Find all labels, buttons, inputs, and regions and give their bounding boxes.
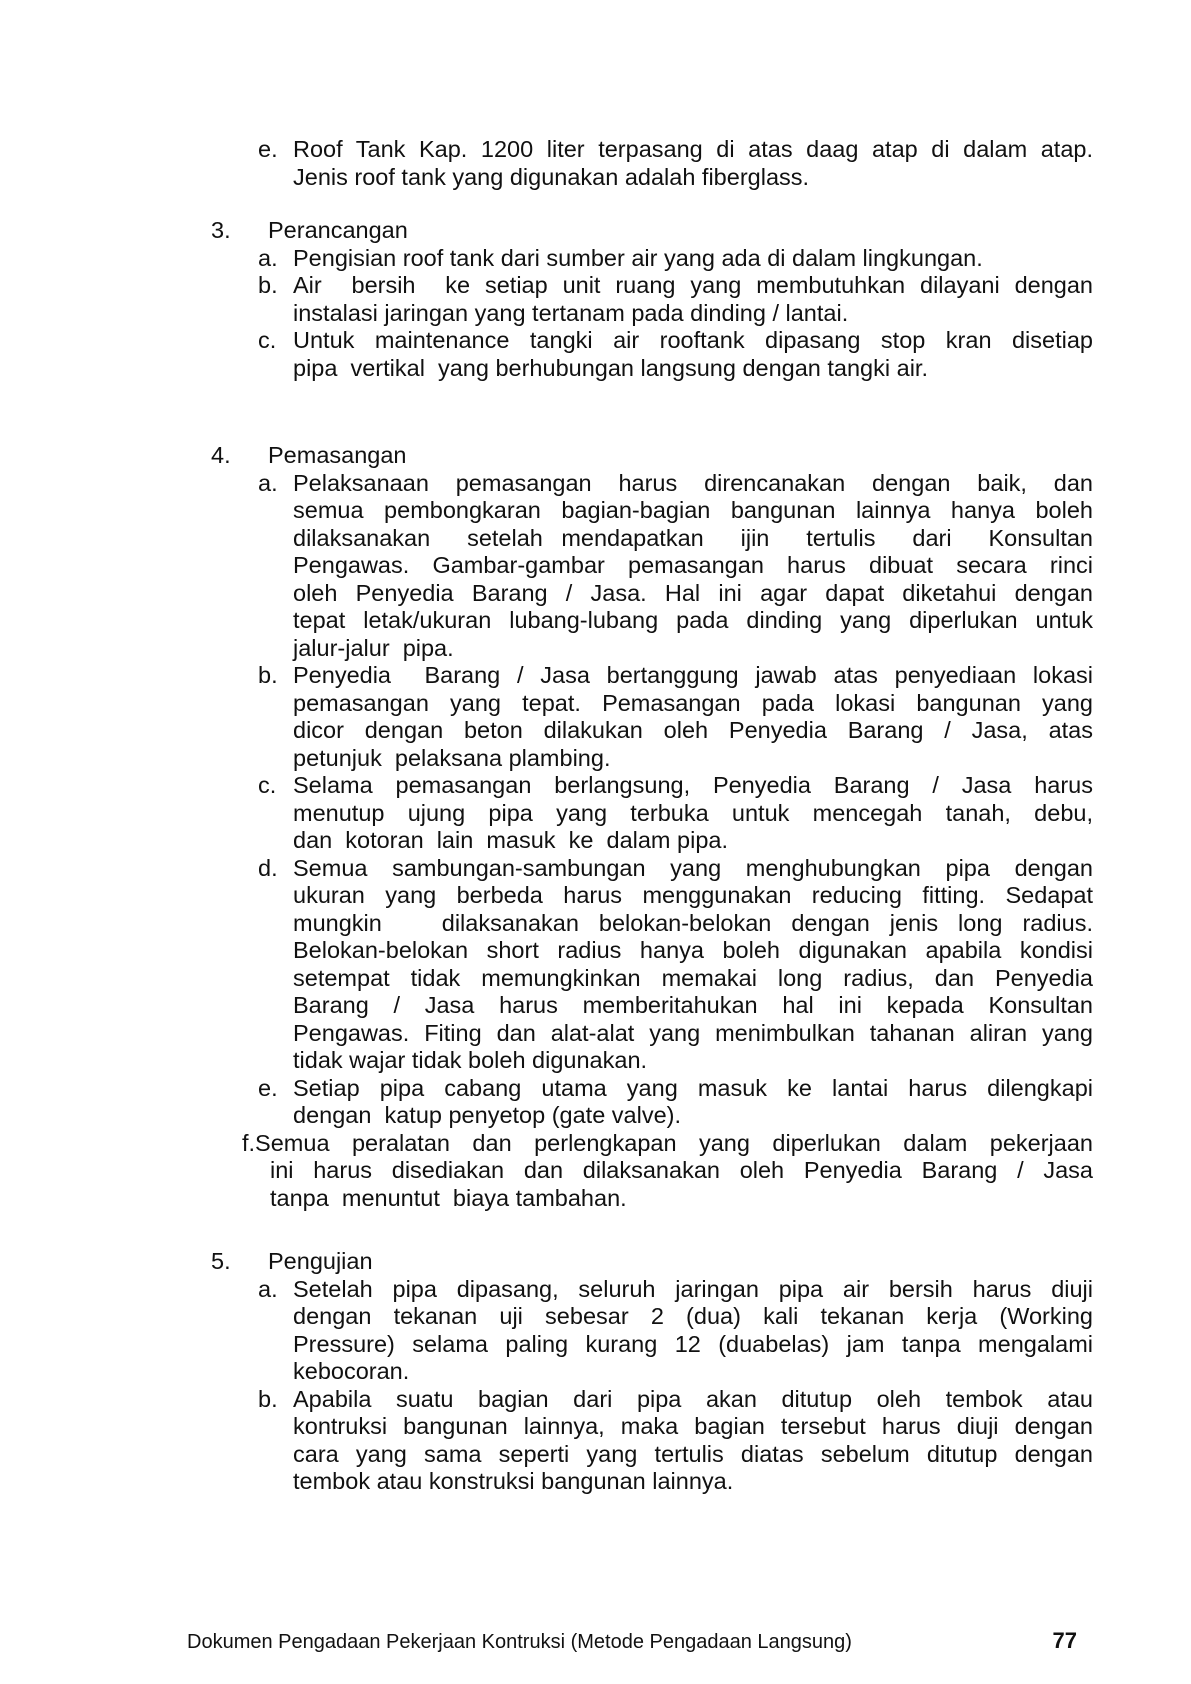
text-line: Belokan-belokan short radius hanya boleh digunakan apabila kondisi	[293, 937, 1093, 963]
text-line: menutup ujung pipa yang terbuka untuk mencegah tanah, debu,	[293, 799, 1093, 826]
item-text	[293, 662, 1093, 772]
item-text	[293, 470, 1093, 663]
text-line: dilaksanakan setelah mendapatkan ijin tertulis dari Konsultan	[293, 524, 1093, 551]
text-line: Pressure) selama paling kurang 12 (duabelas) jam tanpa mengalami	[293, 1330, 1093, 1357]
text-line: pipa vertikal yang berhubungan langsung dengan tangki air.	[293, 354, 928, 381]
text-line: tanpa menuntut biaya tambahan.	[270, 1184, 627, 1211]
list-item-a	[258, 245, 1093, 273]
text-line: Roof Tank Kap. 1200 liter terpasang di atas daag atap di dalam atap.	[293, 136, 1093, 162]
footer-text: Dokumen Pengadaan Pekerjaan Kontruksi (Metode Pengadaan Langsung)	[187, 1631, 852, 1653]
list-item-d	[258, 855, 1093, 1075]
text-line: Semua sambungan-sambungan yang menghubungkan pipa dengan	[293, 854, 1093, 881]
text-line: dengan katup penyetop (gate valve).	[293, 1102, 682, 1128]
text-line: dicor dengan beton dilakukan oleh Penyedia Barang / Jasa, atas	[293, 717, 1093, 743]
text-line: kontruksi bangunan lainnya, maka bagian tersebut harus diuji dengan	[293, 1413, 1093, 1439]
section-heading	[211, 1248, 1093, 1276]
text-line: Jenis roof tank yang digunakan adalah fiberglass.	[293, 163, 810, 190]
item-marker: e.	[258, 1074, 278, 1101]
item-marker: b.	[258, 272, 278, 298]
item-marker: a.	[258, 244, 278, 271]
section-title: Perancangan	[268, 217, 408, 243]
section-pemasangan	[211, 442, 1093, 1212]
text-line: Setiap pipa cabang utama yang masuk ke lantai harus dilengkapi	[293, 1074, 1093, 1101]
item-marker: c.	[258, 772, 277, 798]
text-line: tidak wajar tidak boleh digunakan.	[293, 1047, 648, 1073]
section-title: Pemasangan	[268, 442, 407, 468]
list-item-b	[258, 272, 1093, 327]
text-line: Setelah pipa dipasang, seluruh jaringan pipa air bersih harus diuji	[293, 1275, 1093, 1302]
text-line: petunjuk pelaksana plambing.	[293, 744, 611, 771]
item-text	[293, 772, 1093, 855]
list-item-c	[258, 327, 1093, 382]
section-perancangan	[211, 217, 1093, 382]
text-line: oleh Penyedia Barang / Jasa. Hal ini agar dapat diketahui dengan	[293, 579, 1093, 606]
text-line: Air bersih ke setiap unit ruang yang membutuhkan dilayani dengan	[293, 272, 1093, 298]
text-line: instalasi jaringan yang tertanam pada dinding / lantai.	[293, 299, 849, 326]
section-pengujian	[211, 1248, 1093, 1496]
item-text	[293, 1075, 1093, 1130]
item-text	[293, 272, 1093, 327]
section-continued	[211, 136, 1093, 191]
list-item-b	[258, 1386, 1093, 1496]
section-number: 3.	[211, 217, 231, 243]
text-line: dengan tekanan uji sebesar 2 (dua) kali tekanan kerja (Working	[293, 1303, 1093, 1329]
text-line: mungkin dilaksanakan belokan-belokan dengan jenis long radius.	[293, 909, 1093, 936]
text-line: setempat tidak memungkinkan memakai long radius, dan Penyedia	[293, 964, 1093, 991]
text-line: cara yang sama seperti yang tertulis diatas sebelum ditutup dengan	[293, 1440, 1093, 1467]
list-item-c	[258, 772, 1093, 855]
list-item-f	[242, 1130, 1093, 1213]
text-line: Pelaksanaan pemasangan harus direncanakan dengan baik, dan	[293, 469, 1093, 496]
item-text	[293, 136, 1093, 191]
text-line: kebocoran.	[293, 1358, 410, 1384]
text-line: Selama pemasangan berlangsung, Penyedia Barang / Jasa harus	[293, 772, 1093, 798]
page-footer	[187, 1628, 1077, 1654]
text-line: Pengisian roof tank dari sumber air yang ada di dalam lingkungan.	[293, 244, 983, 271]
section-heading	[211, 217, 1093, 245]
text-line: Penyedia Barang / Jasa bertanggung jawab atas penyediaan lokasi	[293, 662, 1093, 688]
item-text	[293, 327, 1093, 382]
text-line: ukuran yang berbeda harus menggunakan reducing fitting. Sedapat	[293, 882, 1093, 908]
text-line: pemasangan yang tepat. Pemasangan pada lokasi bangunan yang	[293, 689, 1093, 716]
text-line: semua pembongkaran bagian-bagian bangunan lainnya hanya boleh	[293, 497, 1093, 523]
list-item-e	[258, 136, 1093, 191]
item-marker: b.	[258, 1385, 278, 1412]
item-marker: b.	[258, 662, 278, 688]
item-text	[293, 1276, 1093, 1386]
document-body	[211, 136, 1093, 1496]
item-marker: a.	[258, 469, 278, 496]
item-text	[293, 1386, 1093, 1496]
list-item-b	[258, 662, 1093, 772]
section-title: Pengujian	[268, 1248, 373, 1274]
text-line: jalur-jalur pipa.	[293, 634, 454, 661]
item-marker: d.	[258, 854, 278, 881]
text-line: Pengawas. Gambar-gambar pemasangan harus dibuat secara rinci	[293, 552, 1093, 578]
text-line: ini harus disediakan dan dilaksanakan oleh Penyedia Barang / Jasa	[270, 1157, 1093, 1183]
text-line: Apabila suatu bagian dari pipa akan ditutup oleh tembok atau	[293, 1385, 1093, 1412]
section-heading	[211, 442, 1093, 470]
page-number: 77	[1052, 1628, 1077, 1653]
text-line: tepat letak/ukuran lubang-lubang pada dinding yang diperlukan untuk	[293, 607, 1093, 633]
list-item-a	[258, 470, 1093, 663]
text-line: dan kotoran lain masuk ke dalam pipa.	[293, 827, 728, 853]
text-line: Pengawas. Fiting dan alat-alat yang menimbulkan tahanan aliran yang	[293, 1019, 1093, 1046]
list-item-a	[258, 1276, 1093, 1386]
text-line: Barang / Jasa harus memberitahukan hal ini kepada Konsultan	[293, 992, 1093, 1018]
text-line: Untuk maintenance tangki air rooftank dipasang stop kran disetiap	[293, 327, 1093, 353]
item-marker: a.	[258, 1275, 278, 1302]
text-line: tembok atau konstruksi bangunan lainnya.	[293, 1468, 734, 1494]
item-marker: c.	[258, 327, 277, 353]
list-item-e	[258, 1075, 1093, 1130]
item-marker: e.	[258, 136, 278, 162]
item-text	[293, 245, 1093, 273]
text-line: f.Semua peralatan dan perlengkapan yang diperlukan dalam pekerjaan	[242, 1129, 1093, 1156]
item-text	[293, 855, 1093, 1075]
section-number: 5.	[211, 1248, 231, 1274]
section-number: 4.	[211, 442, 231, 468]
